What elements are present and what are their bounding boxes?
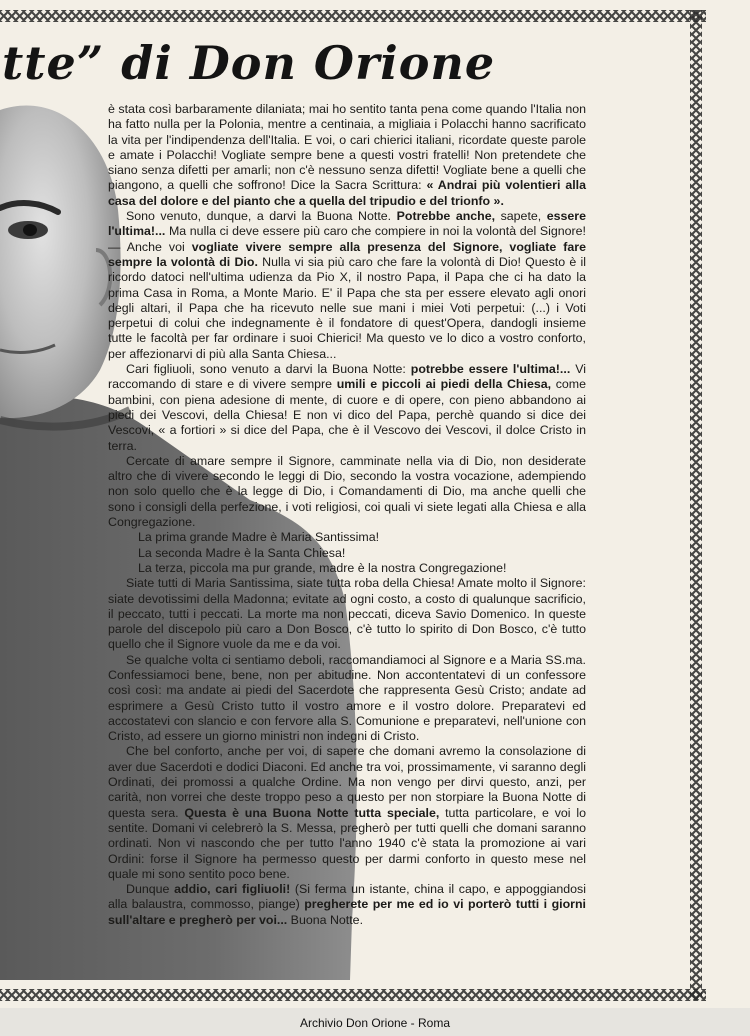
page-title: tte” di Don Orione <box>2 36 496 90</box>
paragraph-p2 <box>108 209 586 362</box>
text-run: Cari figliuoli, sono venuto a darvi la Buona Notte: <box>126 362 411 377</box>
right-decorative-border <box>690 10 702 1000</box>
text-run: La seconda Madre è la Santa Chiesa! <box>138 545 346 560</box>
text-run: tutta particolare, e voi lo sentite. Domani vi celebrerò la S. Messa, pregherò per tutti quelli che domani saranno ordinati. Non vi nascondo che per tutto l'anno 1940 c'è stata la promozione ai vari Ordini: forse il Signore ha permesso questo per darmi conforto in questo mese nel quale mi sono sentito poco bene. <box>108 805 586 881</box>
text-run: Cercate di amare sempre il Signore, camminate nella via di Dio, non desiderate altro che di vivere secondo le leggi di Dio, secondo la vostra vocazione, adempiendo non solo quello che è la legge di Dio, i Comandamenti di Dio, ma anche quelli che sono i consigli della perfezione, i voti religiosi, coi quali vi siete legati alla Chiesa e alla Congregazione. <box>108 453 586 530</box>
paragraph-p10 <box>108 744 586 882</box>
article-body <box>108 102 586 928</box>
text-run: sapete, <box>495 209 547 224</box>
text-run: Siate tutti di Maria Santissima, siate tutta roba della Chiesa! Amate molto il Signore: siate devotissimi della Madonna; evitate ad ogni costo, a costo di qualunque sacrificio, il peccato, tutti i peccati. La morte ma non peccati, diceva Savio Domenico. In queste parole del discepolo più caro a Don Bosco, c'è tutto lo spirito di Don Bosco, c'è tutto quello che il Signore vuole da me e da voi. <box>108 576 586 652</box>
text-run: Se qualche volta ci sentiamo deboli, raccomandiamoci al Signore e a Maria SS.ma. Confessiamoci bene, bene, non per abitudine. Non accontentatevi di un confessore così così: ma andate ai piedi del Sacerdote che rappresenta Gesù Cristo; andate ad esprimere a Gesù Cristo tutto il vostro amore e il vostro dolore. Preparatevi ed accostatevi con slancio e con fervore alla S. Comunione e preparatevi, nell'unione con Cristo, ad essere un giorno ministri non indegni di Cristo. <box>108 652 586 744</box>
text-run: (Si ferma un istante, china il capo, e appoggiandosi alla balaustra, commosso, piange) <box>108 882 586 912</box>
bold-text: « Andrai più volentieri alla casa del dolore e del pianto che a quella del tripudio e del trionfo ». <box>108 178 586 208</box>
text-run: Che bel conforto, anche per voi, di sapere che domani avremo la consolazione di aver due Sacerdoti e dodici Diaconi. Ed anche tra voi, prossimamente, vi saranno degli Ordinati, dei promossi a qualche Ordine. Ma non vengo per dirvi questo, anzi, per carità, non vorrei che deste troppo peso a questo per non storpiare la Buona Notte di questa sera. <box>108 744 586 820</box>
text-run: è stata così barbaramente dilaniata; mai ho sentito tanta pena come quando l'Italia non ha fatto nulla per la Polonia, mentre a centinaia, a migliaia i Polacchi hanno sacrificato la vita per l'indipendenza dell'Italia. E voi, o cari chierici italiani, ricordate queste parole e amate i Polacchi! Vogliate sempre bene a questi vostri fratelli! Non pretendete che siano senza difetti per amarli; non c'è nessuno senza difetti! Vogliate bene a quelli che piangono, a quelli che soffrono! Dice la Sacra Scrittura: <box>108 102 586 193</box>
text-run: La terza, piccola ma pur grande, madre è la nostra Congregazione! <box>138 560 507 575</box>
paragraph-p3 <box>108 362 586 454</box>
archive-footer: Archivio Don Orione - Roma <box>299 1016 451 1030</box>
text-run: Dunque <box>126 882 175 897</box>
text-run: Nulla vi sia più caro che fare la volontà di Dio! Questo è il ricordo datoci nell'ultima udienza da Pio X, il nostro Papa, il Papa che ci ha dato la prima Casa in Roma, a Monte Mario. E' il Papa che sta per essere elevato agli onori degli altari, il Papa che ha ricevuto nelle sue mani i miei Voti perpetui: (...) i Voti perpetui di colui che indegnamente è il fondatore di quest'Opera, dandogli insieme tutte le facoltà per far ordinare i suoi Chierici! Ma questo ve lo dico a vostro conforto, per affezionarvi di più alla Santa Chiesa... <box>108 254 587 361</box>
bold-text: umili e piccoli ai piedi della Chiesa, <box>336 377 552 392</box>
paragraph-p4 <box>108 454 586 530</box>
paragraph-p9 <box>108 653 586 745</box>
paragraph-p7 <box>108 561 586 576</box>
text-run: Ma nulla ci deve essere più caro che compiere in noi la volontà del Signore! — Anche voi <box>108 224 586 254</box>
bottom-decorative-border <box>0 989 706 1001</box>
text-run: Sono venuto, dunque, a darvi la Buona Notte. <box>126 209 397 224</box>
text-run: Vi raccomando di stare e di vivere sempre <box>108 362 586 392</box>
bold-text: Potrebbe anche, <box>396 209 496 224</box>
paragraph-p11 <box>108 882 586 928</box>
top-decorative-border <box>0 10 706 22</box>
bold-text: vogliate vivere sempre alla presenza del Signore, vogliate fare sempre la volontà di Dio. <box>108 239 586 269</box>
paragraph-p8 <box>108 576 586 652</box>
bold-text: Questa è una Buona Notte tutta speciale, <box>184 805 440 820</box>
paragraph-p6 <box>108 546 586 561</box>
paragraph-p1 <box>108 102 586 209</box>
head-shape <box>0 106 121 419</box>
paragraph-p5 <box>108 530 586 545</box>
text-run: come bambini, con piena adesione di mente, di cuore e di opere, con pieno abbandono ai piedi dei Vescovi, della Chiesa! E non vi dico del Papa, perchè quando si dice dei Vescovi, « a fortiori » si dice del Papa, che è il Vescovo dei Vescovi, il dolce Cristo in terra. <box>108 377 587 453</box>
bold-text: pregherete per me ed io vi porterò tutti i giorni sull'altare e pregherò per voi... <box>108 897 586 927</box>
text-run: La prima grande Madre è Maria Santissima! <box>138 530 380 545</box>
bold-text: potrebbe essere l'ultima!... <box>410 362 571 377</box>
bold-text: addio, cari figliuoli! <box>174 882 291 897</box>
bold-text: essere l'ultima!... <box>108 209 586 239</box>
text-run: Buona Notte. <box>287 912 364 927</box>
